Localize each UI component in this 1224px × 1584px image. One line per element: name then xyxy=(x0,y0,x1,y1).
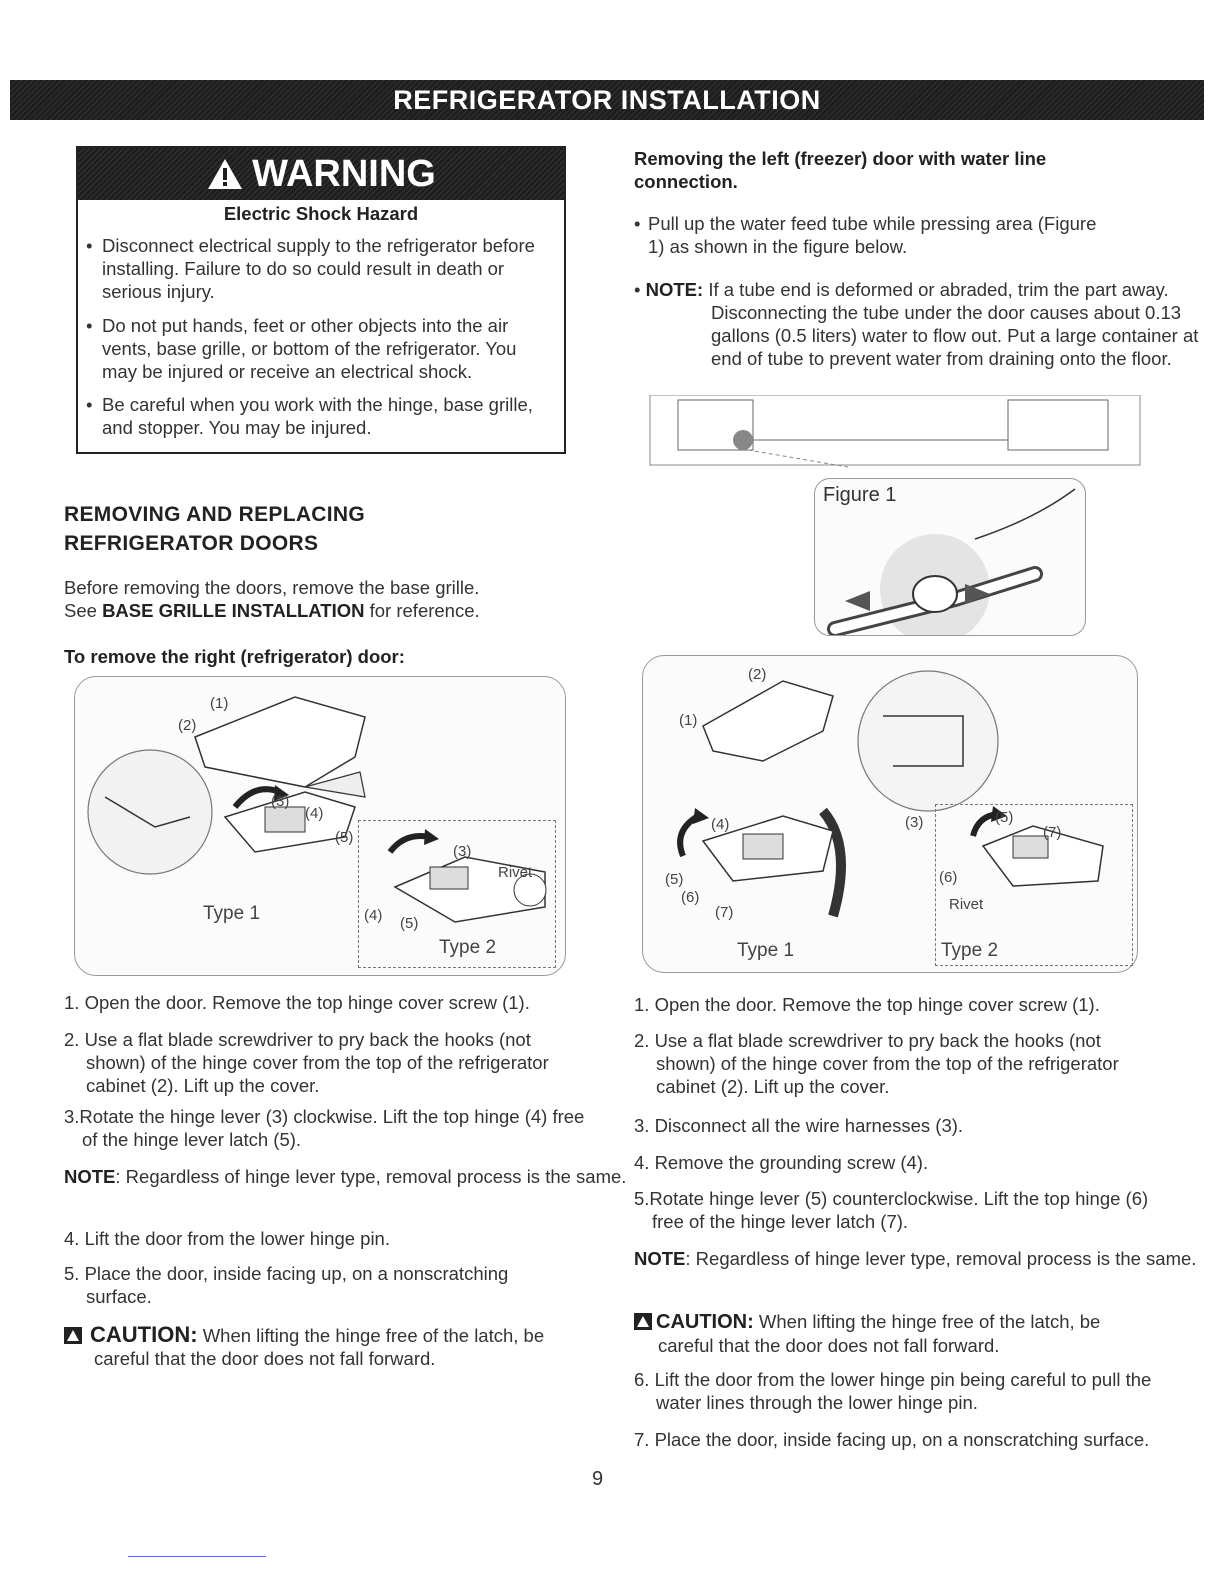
hinge-figure-left-door xyxy=(642,655,1138,973)
label-type2-5: (5) xyxy=(995,809,1014,826)
label-3: (3) xyxy=(271,793,290,810)
label-5: (5) xyxy=(665,871,684,888)
label-1: (1) xyxy=(679,712,698,729)
label-5: (5) xyxy=(335,829,354,846)
label-type2-7: (7) xyxy=(1043,824,1062,841)
left-step-3: 3.Rotate the hinge lever (3) clockwise. Lift the top hinge (4) free of the hinge lever latch (5). xyxy=(64,1106,585,1150)
right-step-6: 6. Lift the door from the lower hinge pin being careful to pull the water lines through the lower hinge pin. xyxy=(634,1369,1152,1413)
warning-subtitle: Electric Shock Hazard xyxy=(223,203,419,224)
right-bullet: • Pull up the water feed tube while pressing area (Figure 1) as shown in the figure below. xyxy=(634,213,1097,257)
label-2: (2) xyxy=(748,666,767,683)
label-type1: Type 1 xyxy=(737,940,795,961)
warning-item: • Do not put hands, feet or other objects into the air vents, base grille, or bottom of the refrigerator. You may be injured or receive an electrical shock. xyxy=(86,315,517,382)
right-heading: Removing the left (freezer) door with water line connection. xyxy=(634,148,1047,192)
warning-title: WARNING xyxy=(252,152,436,195)
figure-1-label: Figure 1 xyxy=(823,484,897,506)
hinge-figure-right-door xyxy=(74,676,566,976)
label-4: (4) xyxy=(711,816,730,833)
right-step-7: 7. Place the door, inside facing up, on a nonscratching surface. xyxy=(634,1429,1150,1450)
left-step-1: 1. Open the door. Remove the top hinge cover screw (1). xyxy=(64,992,530,1013)
warning-triangle-icon xyxy=(206,157,244,191)
label-type2-3: (3) xyxy=(453,843,472,860)
label-type1: Type 1 xyxy=(203,903,261,924)
left-step-2: 2. Use a flat blade screwdriver to pry back the hooks (not shown) of the hinge cover from the top of the refrigerator cabinet (2). Lift up the cover. xyxy=(64,1029,549,1096)
fridge-top-diagram xyxy=(648,395,1144,470)
right-step-2: 2. Use a flat blade screwdriver to pry back the hooks (not shown) of the hinge cover from the top of the refrigerator cabinet (2). Lift up the cover. xyxy=(634,1030,1119,1097)
label-type2: Type 2 xyxy=(941,940,999,961)
page-number: 9 xyxy=(592,1468,604,1490)
right-step-3: 3. Disconnect all the wire harnesses (3). xyxy=(634,1115,964,1136)
label-type2-6: (6) xyxy=(939,869,958,886)
banner-title: REFRIGERATOR INSTALLATION xyxy=(393,84,821,115)
left-caution: CAUTION: When lifting the hinge free of the latch, be careful that the door does not fall forward. xyxy=(64,1323,594,1370)
subheading-right-door: To remove the right (refrigerator) door: xyxy=(64,646,405,667)
warning-item: • Disconnect electrical supply to the refrigerator before installing. Failure to do so could result in death or serious injury. xyxy=(86,235,535,302)
section-heading-line2: REFRIGERATOR DOORS xyxy=(64,532,319,555)
right-step-4: 4. Remove the grounding screw (4). xyxy=(634,1152,929,1173)
figure-1-box xyxy=(814,478,1086,636)
label-3: (3) xyxy=(905,814,924,831)
left-note: NOTE: Regardless of hinge lever type, removal process is the same. xyxy=(64,1166,627,1187)
right-note: • NOTE: If a tube end is deformed or abraded, trim the part away. Disconnecting the tube under the door causes about 0.13 gallons (0.5 liters) water to flow out. Put a large container at end of tube to prevent water from draining onto the floor. xyxy=(634,279,1199,369)
label-2: (2) xyxy=(178,717,197,734)
right-step-1: 1. Open the door. Remove the top hinge cover screw (1). xyxy=(634,994,1100,1015)
label-rivet: Rivet xyxy=(498,864,533,881)
caution-icon xyxy=(634,1313,652,1330)
label-7: (7) xyxy=(715,904,734,921)
left-step-4: 4. Lift the door from the lower hinge pin. xyxy=(64,1228,390,1249)
right-step-5: 5.Rotate hinge lever (5) counterclockwise. Lift the top hinge (6) free of the hinge lever latch (7). xyxy=(634,1188,1149,1232)
label-rivet: Rivet xyxy=(949,896,984,913)
intro-text: Before removing the doors, remove the base grille. See BASE GRILLE INSTALLATION for reference. xyxy=(64,577,480,621)
warning-box xyxy=(76,146,566,454)
label-6: (6) xyxy=(681,889,700,906)
section-heading-line1: REMOVING AND REPLACING xyxy=(64,503,365,526)
left-step-5: 5. Place the door, inside facing up, on a nonscratching surface. xyxy=(64,1263,509,1307)
caution-icon xyxy=(64,1327,82,1344)
footer-rule xyxy=(128,1556,266,1557)
label-type2-4: (4) xyxy=(364,907,383,924)
warning-item: • Be careful when you work with the hinge, base grille, and stopper. You may be injured. xyxy=(86,394,533,438)
label-1: (1) xyxy=(210,695,229,712)
label-type2: Type 2 xyxy=(439,937,497,958)
page-banner xyxy=(10,80,1204,120)
label-type2-5: (5) xyxy=(400,915,419,932)
right-caution: CAUTION: When lifting the hinge free of the latch, be careful that the door does not fall forward. xyxy=(634,1310,1153,1357)
label-4: (4) xyxy=(305,805,324,822)
warning-header xyxy=(78,148,564,200)
right-note-2: NOTE: Regardless of hinge lever type, removal process is the same. xyxy=(634,1248,1197,1269)
